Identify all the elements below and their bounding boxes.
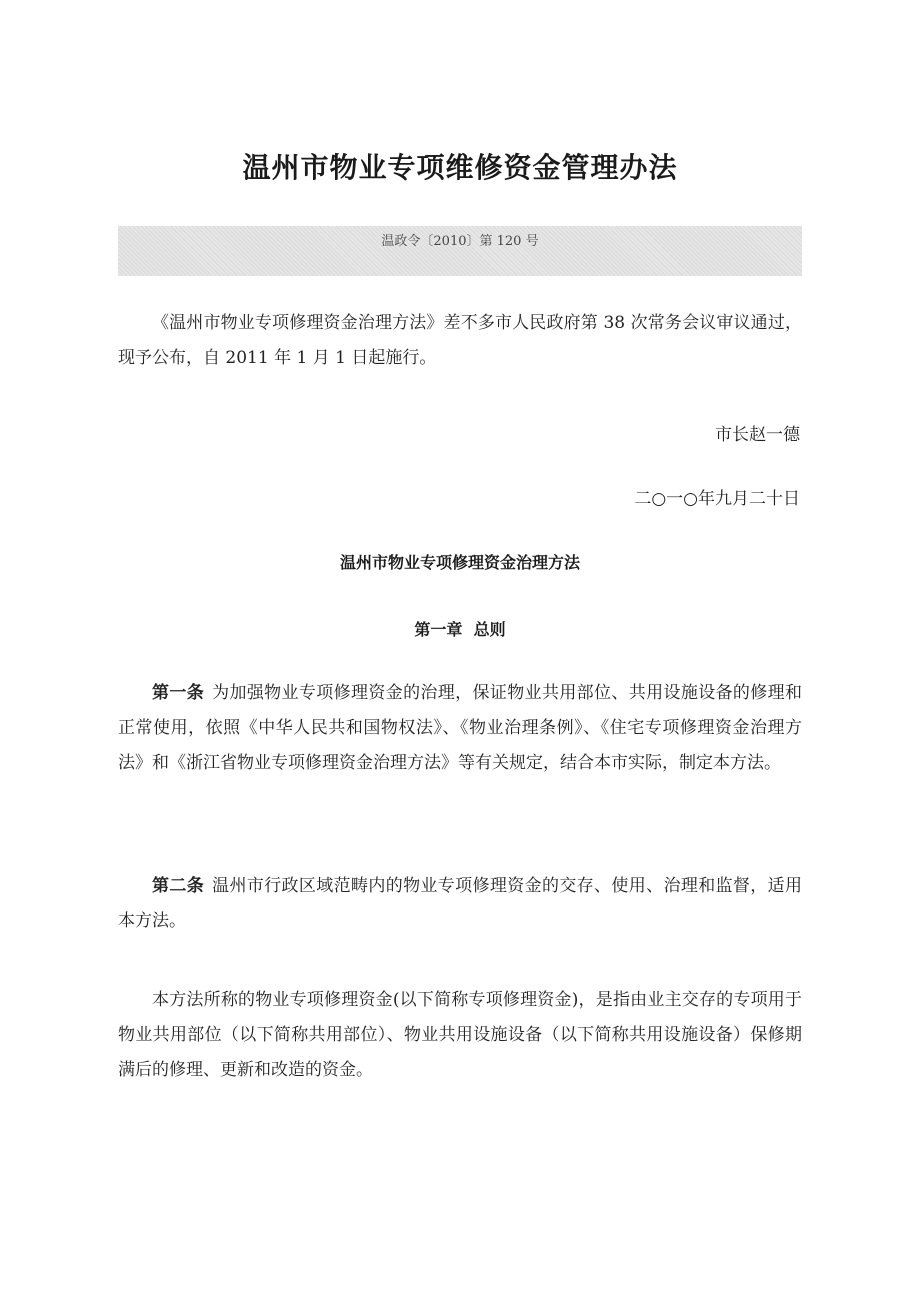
signatory: 市长赵一德	[715, 425, 800, 445]
article-1	[118, 676, 802, 781]
article-1-label: 第一条	[152, 683, 205, 703]
signing-date: 二○一○年九月二十日	[634, 489, 800, 509]
promulgation-paragraph: 《温州市物业专项修理资金治理方法》差不多市人民政府第 38 次常务会议审议通过，现予公布，自 2011 年 1 月 1 日起施行。	[118, 313, 802, 368]
definition-paragraph: 本方法所称的物业专项修理资金(以下简称专项修理资金)，是指由业主交存的专项用于物业共用部位（以下简称共用部位）、物业共用设施设备（以下简称共用设施设备）保修期满后的修理、更新和改造的资金。	[118, 990, 802, 1080]
document-title: 温州市物业专项维修资金管理办法	[242, 151, 678, 184]
document-number-band	[118, 226, 802, 276]
article-2	[118, 869, 802, 939]
article-2-label: 第二条	[152, 876, 205, 896]
article-1-text: 为加强物业专项修理资金的治理，保证物业共用部位、共用设施设备的修理和正常使用，依照《中华人民共和国物权法》、《物业治理条例》、《住宅专项修理资金治理方法》和《浙江省物业专项修理资金治理方法》等有关规定，结合本市实际，制定本方法。	[118, 683, 803, 773]
chapter-heading: 第一章 总则	[414, 620, 506, 639]
article-2-text: 温州市行政区域范畴内的物业专项修理资金的交存、使用、治理和监督，适用本方法。	[118, 876, 803, 931]
document-subtitle: 温州市物业专项修理资金治理方法	[339, 553, 580, 572]
document-number: 温政令〔2010〕第 120 号	[381, 234, 539, 249]
